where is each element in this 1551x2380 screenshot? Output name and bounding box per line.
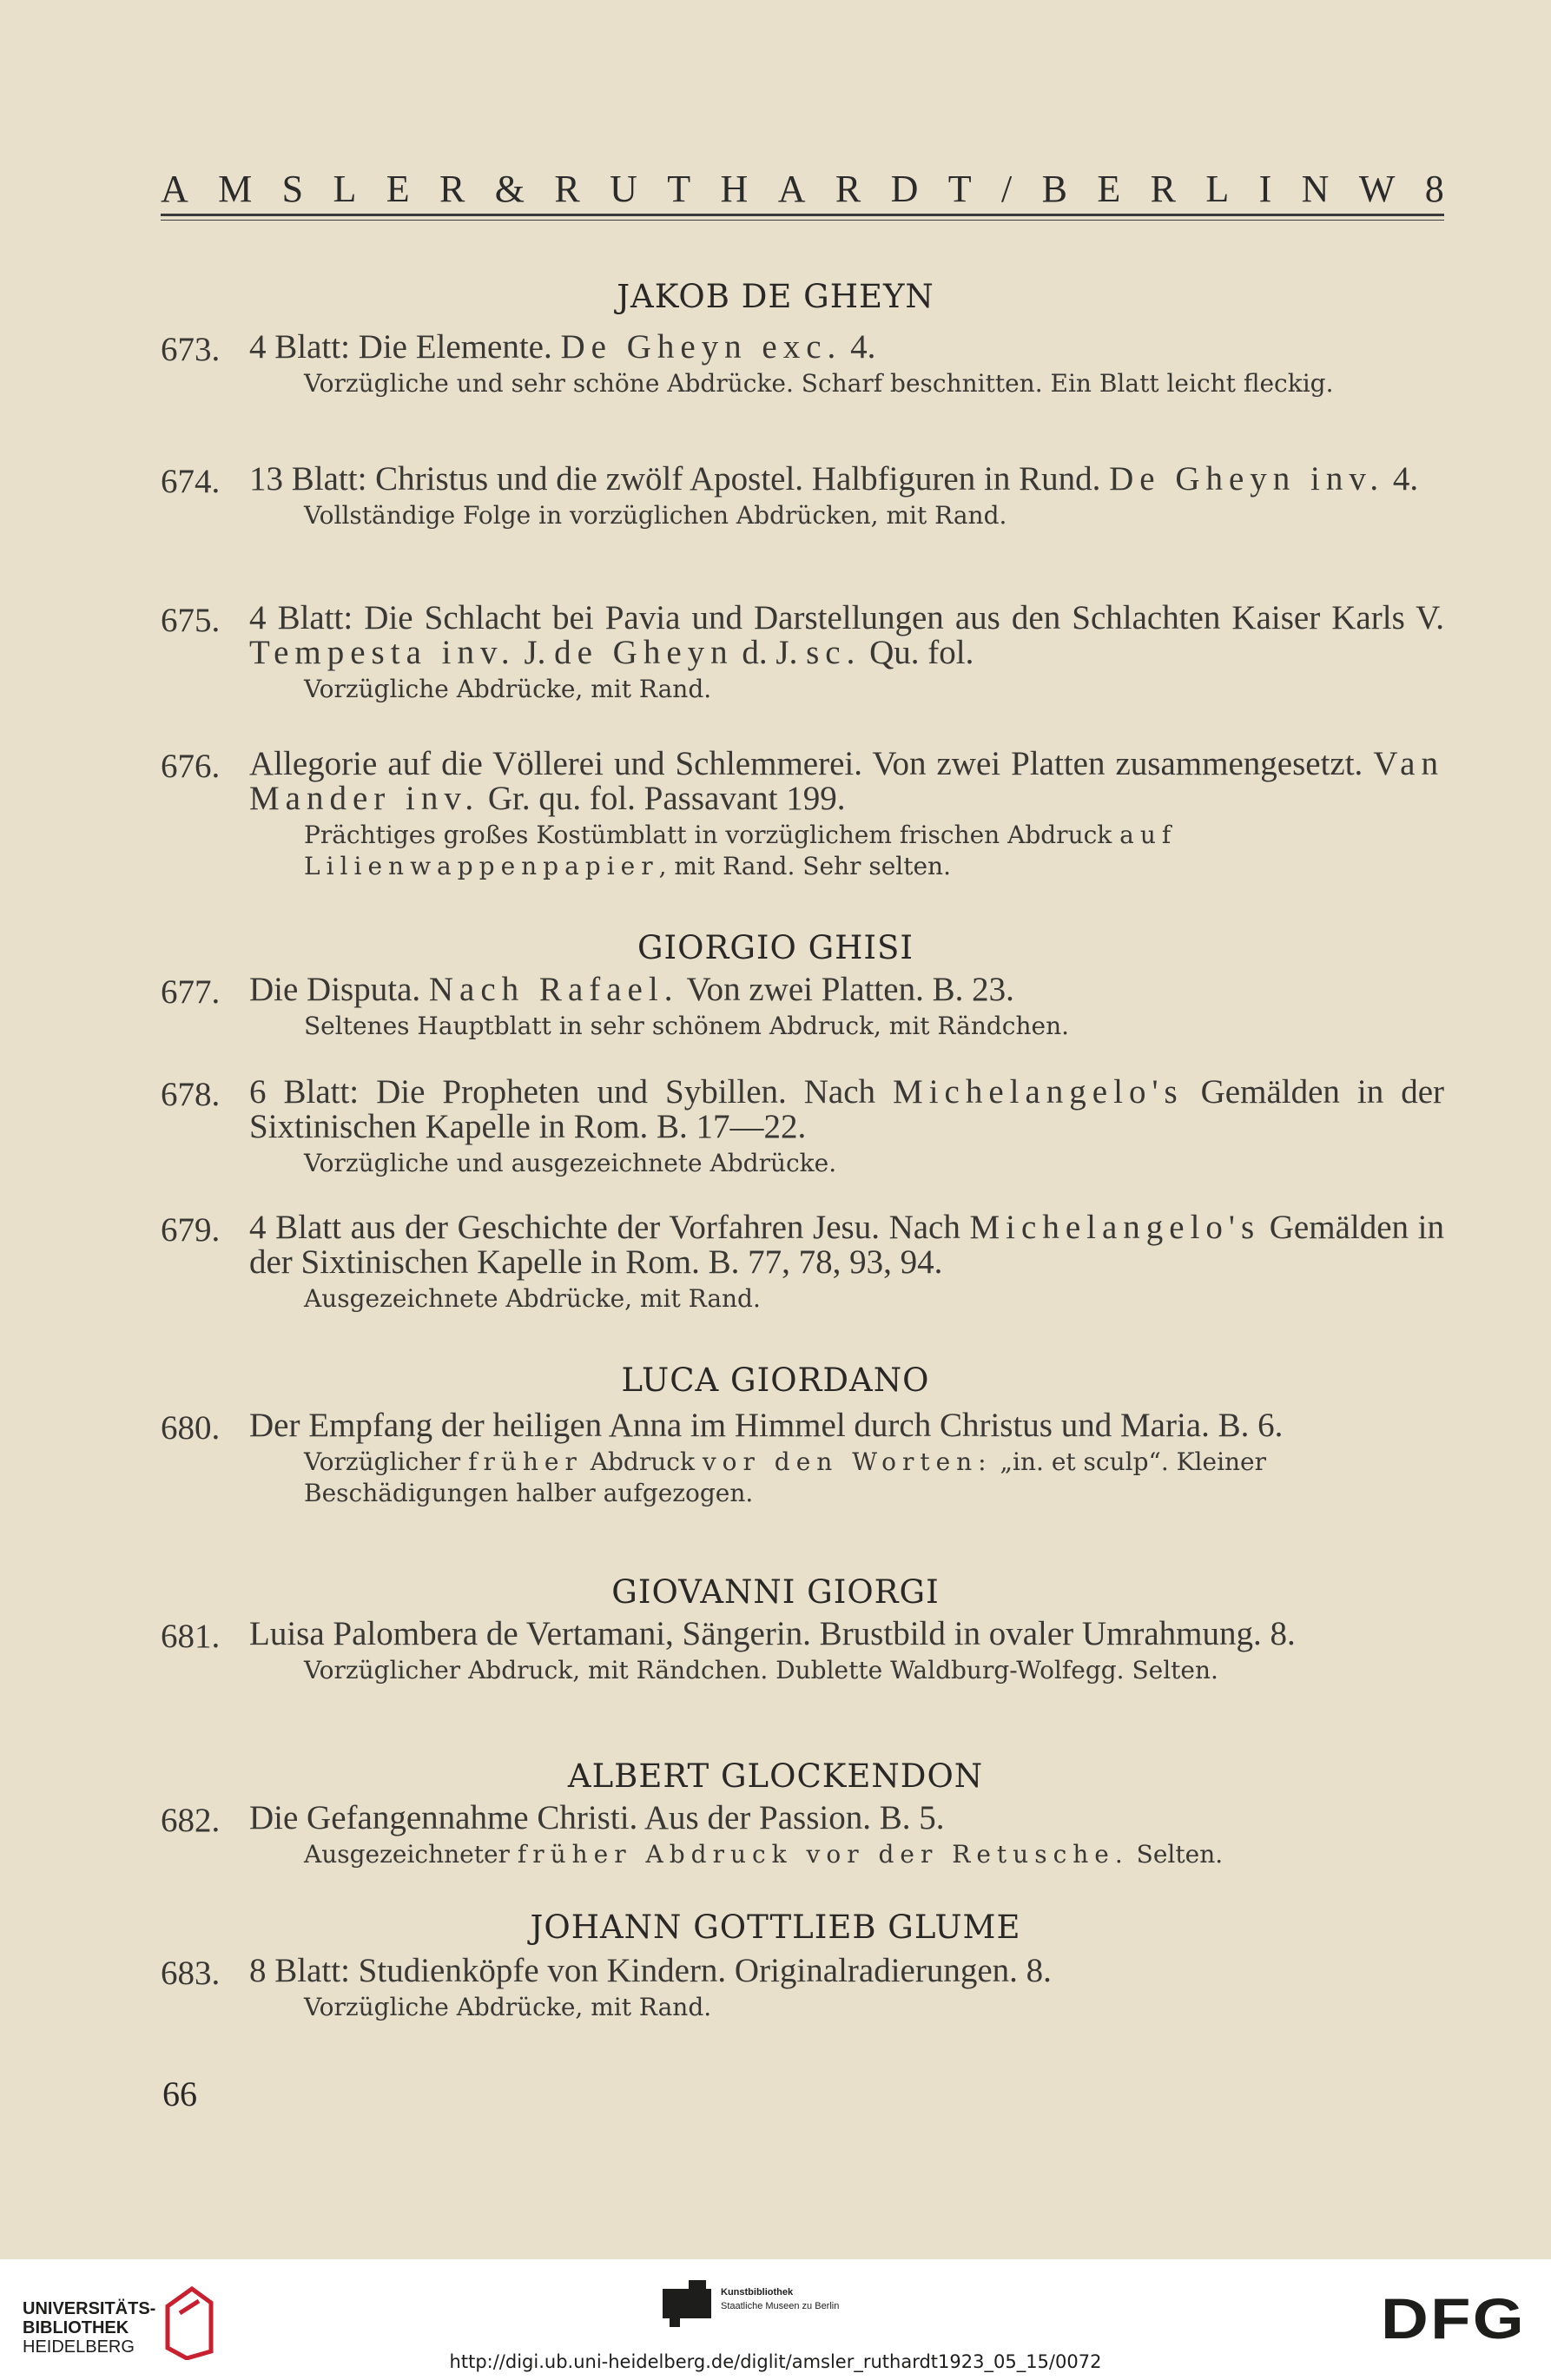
catalog-entry [161, 1617, 1444, 1686]
header-letter: 8 [1424, 168, 1444, 210]
header-letter: U [610, 168, 637, 210]
catalog-entry [161, 1408, 1444, 1509]
entry-note: Vollständige Folge in vorzüglichen Abdrücken, mit Rand. [304, 501, 1007, 530]
entry-note: Vorzügliche Abdrücke, mit Rand. [304, 675, 712, 703]
header-letter: I [1258, 168, 1272, 210]
catalog-entry [161, 330, 1444, 399]
artist-heading: LUCA GIORDANO [621, 1361, 930, 1399]
header-letter: M [218, 168, 253, 210]
catalog-entry [161, 462, 1444, 531]
artist-heading: ALBERT GLOCKENDON [567, 1757, 984, 1795]
entry-title: Allegorie auf die Völlerei und Schlemmerei. Von zwei Platten zusammengesetzt. Van Mander inv. Gr. qu. fol. Passavant 199. [249, 745, 1444, 817]
entry-title: 6 Blatt: Die Propheten und Sybillen. Nach Michelangelo's Gemälden in der Sixtinischen Kapelle in Rom. B. 17—22. [249, 1073, 1444, 1145]
kunstbibliothek-label: Kunstbibliothek Staatliche Museen zu Berlin [721, 2287, 840, 2311]
entry-note: Ausgezeichneter früher Abdruck vor der Retusche. Selten. [304, 1840, 1224, 1869]
entry-title: Luisa Palombera de Vertamani, Sängerin. Brustbild in ovaler Umrahmung. 8. [249, 1615, 1296, 1652]
header-letter: E [1097, 168, 1121, 210]
artist-heading: JOHANN GOTTLIEB GLUME [530, 1909, 1021, 1946]
header-letter: R [835, 168, 861, 210]
catalog-entry [161, 972, 1444, 1042]
entry-number: 683. [161, 1955, 221, 1992]
header-letter: A [777, 168, 806, 210]
artist-heading: JAKOB DE GHEYN [617, 278, 934, 315]
header-letter: R [439, 168, 465, 210]
header-letter: R [554, 168, 580, 210]
entry-note: Vorzügliche und sehr schöne Abdrücke. Scharf beschnitten. Ein Blatt leicht fleckig. [304, 369, 1334, 398]
page-number: 66 [162, 2074, 197, 2113]
entry-number: 676. [161, 748, 221, 785]
header-letter: S [281, 168, 304, 210]
header-letter: L [1205, 168, 1230, 210]
entry-number: 675. [161, 602, 221, 639]
entry-number: 679. [161, 1211, 221, 1249]
header-letter: E [386, 168, 410, 210]
entry-number: 682. [161, 1802, 221, 1839]
entry-note: Ausgezeichnete Abdrücke, mit Rand. [304, 1284, 761, 1313]
entry-note: Prächtiges großes Kostümblatt in vorzüglichem frischen Abdruck auf Lilienwappenpapier, mit Rand. Sehr selten. [304, 821, 1178, 880]
entry-title: 4 Blatt: Die Elemente. De Gheyn exc. 4. [249, 328, 876, 366]
header-letter: R [1150, 168, 1176, 210]
catalog-entry [161, 747, 1444, 882]
entry-title: Der Empfang der heiligen Anna im Himmel durch Christus und Maria. B. 6. [249, 1407, 1284, 1444]
entry-title: 13 Blatt: Christus und die zwölf Apostel. Halbfiguren in Rund. De Gheyn inv. 4. [249, 460, 1419, 498]
permalink-url[interactable]: http://digi.ub.uni-heidelberg.de/diglit/amsler_ruthardt1923_05_15/0072 [449, 2351, 1102, 2372]
header-letter: W [1358, 168, 1396, 210]
header-letter: / [1001, 168, 1013, 210]
ub-logo-icon [159, 2282, 216, 2360]
header-letter: H [720, 168, 749, 210]
artist-heading: GIORGIO GHISI [637, 929, 914, 966]
ub-heidelberg-label: UNIVERSITÄTS- BIBLIOTHEK HEIDELBERG [23, 2299, 156, 2357]
catalog-entry [161, 1210, 1444, 1315]
dfg-logo: DFG [1381, 2286, 1527, 2350]
catalog-entry [161, 1801, 1444, 1870]
catalog-entry [161, 1075, 1444, 1179]
header-letter: B [1041, 168, 1067, 210]
artist-heading: GIOVANNI GIORGI [611, 1573, 940, 1611]
entry-title: 4 Blatt aus der Geschichte der Vorfahren Jesu. Nach Michelangelo's Gemälden in der Sixtinischen Kapelle in Rom. B. 77, 78, 93, 94. [249, 1209, 1444, 1281]
entry-number: 680. [161, 1409, 221, 1447]
digitization-footer [0, 2259, 1551, 2380]
entry-note: Vorzügliche Abdrücke, mit Rand. [304, 1993, 712, 2021]
header-letter: T [947, 168, 972, 210]
header-letter: A [161, 168, 188, 210]
entry-number: 673. [161, 331, 221, 368]
header-rule-thin [161, 220, 1444, 221]
header-letter: & [494, 168, 525, 210]
entry-title: Die Disputa. Nach Rafael. Von zwei Platten. B. 23. [249, 971, 1014, 1008]
entry-title: 4 Blatt: Die Schlacht bei Pavia und Darstellungen aus den Schlachten Kaiser Karls V. Tempesta inv. J. de Gheyn d. J. sc. Qu. fol. [249, 599, 1444, 671]
header-letter: T [667, 168, 691, 210]
entry-number: 674. [161, 463, 221, 500]
entry-title: 8 Blatt: Studienköpfe von Kindern. Originalradierungen. 8. [249, 1952, 1052, 1989]
header-letter: D [890, 168, 919, 210]
entry-note: Vorzüglicher früher Abdruck vor den Worten: „in. et sculp“. Kleiner Beschädigungen halber aufgezogen. [304, 1447, 1267, 1507]
kunstbibliothek-logo-icon [663, 2280, 711, 2329]
entry-note: Vorzügliche und ausgezeichnete Abdrücke. [304, 1149, 837, 1177]
entry-title: Die Gefangennahme Christi. Aus der Passion. B. 5. [249, 1799, 945, 1836]
entry-note: Seltenes Hauptblatt in sehr schönem Abdruck, mit Rändchen. [304, 1012, 1070, 1040]
catalog-entry [161, 601, 1444, 705]
header-rule-thick [161, 214, 1444, 216]
catalog-entry [161, 1954, 1444, 2023]
header-letter: N [1301, 168, 1330, 210]
running-header [161, 167, 1444, 211]
header-letter: L [333, 168, 357, 210]
entry-number: 678. [161, 1076, 221, 1113]
entry-note: Vorzüglicher Abdruck, mit Rändchen. Dublette Waldburg-Wolfegg. Selten. [304, 1656, 1218, 1684]
entry-number: 681. [161, 1618, 221, 1655]
entry-number: 677. [161, 973, 221, 1011]
